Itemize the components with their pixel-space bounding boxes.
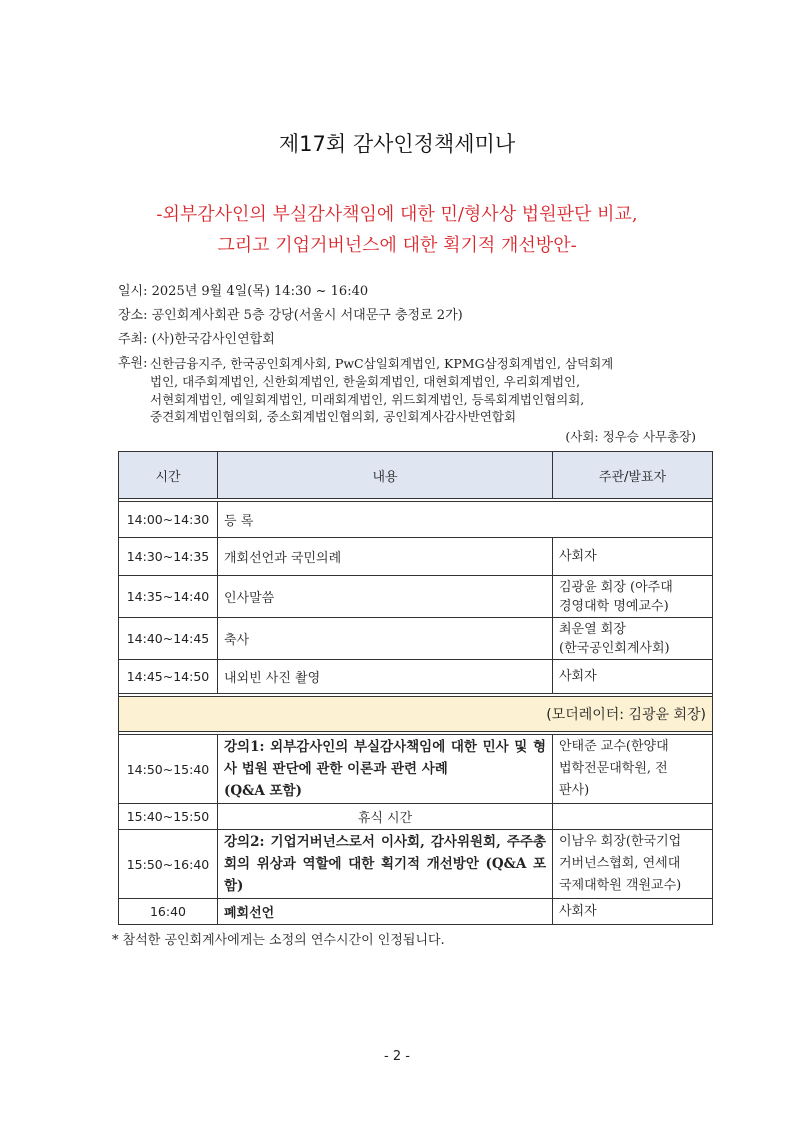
presenter-cell bbox=[553, 830, 713, 899]
lecture-cell bbox=[218, 735, 553, 804]
lecture-note: (Q&A 포함) bbox=[224, 783, 302, 799]
presenter-cell: 사회자 bbox=[553, 899, 713, 925]
table-row bbox=[119, 660, 713, 694]
sponsor-line: 서현회계법인, 예일회계법인, 미래회계법인, 위드회계법인, 등록회계법인협의회, bbox=[150, 391, 585, 407]
table-row bbox=[119, 899, 713, 925]
subtitle-line-1: -외부감사인의 부실감사책임에 대한 민/형사상 법원판단 비교, bbox=[156, 204, 638, 225]
presenter-line: (한국공인회계사회) bbox=[559, 640, 670, 656]
presenter-cell: 사회자 bbox=[553, 538, 713, 576]
table-row bbox=[119, 576, 713, 618]
content-cell: 내외빈 사진 촬영 bbox=[218, 660, 553, 694]
header-content: 내용 bbox=[218, 452, 553, 499]
header-row bbox=[119, 452, 713, 499]
time-cell: 16:40 bbox=[119, 899, 218, 925]
time-cell: 14:00~14:30 bbox=[119, 502, 218, 538]
presenter-line: 국제대학원 객원교수) bbox=[559, 878, 682, 893]
empty-cell bbox=[553, 804, 713, 830]
table-row bbox=[119, 502, 713, 538]
sponsor-line: 중견회계법인협의회, 중소회계법인협의회, 공인회계사감사반연합회 bbox=[150, 409, 517, 425]
header-time: 시간 bbox=[119, 452, 218, 499]
content-cell: 축사 bbox=[218, 618, 553, 660]
subtitle-line-2: 그리고 기업거버넌스에 대한 획기적 개선방안- bbox=[217, 235, 577, 256]
presenter-line: 법학전문대학원, 전 bbox=[559, 761, 668, 776]
presenter-cell bbox=[553, 576, 713, 618]
time-cell: 15:40~15:50 bbox=[119, 804, 218, 830]
time-cell: 14:45~14:50 bbox=[119, 660, 218, 694]
lecture-title: 강의2: 기업거버넌스로서 이사회, 감사위원회, 주주총회의 위상과 역할에 대한 획기적 개선방안 (Q&A 포함) bbox=[224, 834, 546, 894]
seminar-title: 제17회 감사인정책세미나 bbox=[278, 132, 516, 156]
content-cell: 인사말씀 bbox=[218, 576, 553, 618]
presenter-line: 경영대학 명예교수) bbox=[559, 598, 669, 614]
venue-line: 장소: 공인회계사회관 5층 강당(서울시 서대문구 충정로 2가) bbox=[118, 308, 463, 323]
moderator-row bbox=[119, 697, 713, 732]
sponsor-line: 신한금융지주, 한국공인회계사회, PwC삼일회계법인, KPMG삼정회계법인, 삼덕회계 bbox=[150, 356, 614, 371]
table-row bbox=[119, 618, 713, 660]
table-row bbox=[119, 830, 713, 899]
presenter-line: 거버넌스협회, 연세대 bbox=[559, 856, 681, 871]
page-number: - 2 - bbox=[384, 1049, 410, 1064]
content-cell: 등 록 bbox=[218, 502, 713, 538]
sponsor-label: 후원: bbox=[118, 356, 148, 371]
presenter-line: 최운열 회장 bbox=[559, 621, 626, 637]
time-cell: 14:30~14:35 bbox=[119, 538, 218, 576]
time-cell: 14:50~15:40 bbox=[119, 735, 218, 804]
host-line: 주최: (사)한국감사인연합회 bbox=[118, 332, 275, 347]
table-row bbox=[119, 735, 713, 804]
lecture-title: 강의1: 외부감사인의 부실감사책임에 대한 민사 및 형사 법원 판단에 관한 이론과 관련 사례 bbox=[224, 739, 546, 777]
presenter-line: 안태준 교수(한양대 bbox=[559, 739, 669, 754]
presenter-line: 판사) bbox=[559, 783, 590, 798]
moderator-cell: (모더레이터: 김광윤 회장) bbox=[119, 697, 713, 732]
sponsor-list bbox=[150, 355, 710, 426]
schedule-table bbox=[118, 451, 713, 925]
header-presenter: 주관/발표자 bbox=[553, 452, 713, 499]
presenter-cell bbox=[553, 618, 713, 660]
presenter-line: 김광윤 회장 (아주대 bbox=[559, 579, 673, 595]
time-cell: 15:50~16:40 bbox=[119, 830, 218, 899]
content-cell: 휴식 시간 bbox=[218, 804, 553, 830]
table-row bbox=[119, 538, 713, 576]
table-row bbox=[119, 804, 713, 830]
lecture-cell bbox=[218, 830, 553, 899]
presenter-line: 이남우 회장(한국기업 bbox=[559, 834, 682, 849]
content-cell: 개회선언과 국민의례 bbox=[218, 538, 553, 576]
presenter-cell: 사회자 bbox=[553, 660, 713, 694]
sponsor-line: 법인, 대주회계법인, 신한회계법인, 한울회계법인, 대현회계법인, 우리회계법인, bbox=[150, 373, 581, 389]
mc-note: (사회: 정우승 사무총장) bbox=[565, 429, 696, 444]
footnote: * 참석한 공인회계사에게는 소정의 연수시간이 인정됩니다. bbox=[112, 933, 445, 948]
presenter-cell bbox=[553, 735, 713, 804]
time-cell: 14:40~14:45 bbox=[119, 618, 218, 660]
content-cell: 폐회선언 bbox=[218, 899, 553, 925]
time-cell: 14:35~14:40 bbox=[119, 576, 218, 618]
date-line: 일시: 2025년 9월 4일(목) 14:30 ~ 16:40 bbox=[118, 284, 369, 299]
